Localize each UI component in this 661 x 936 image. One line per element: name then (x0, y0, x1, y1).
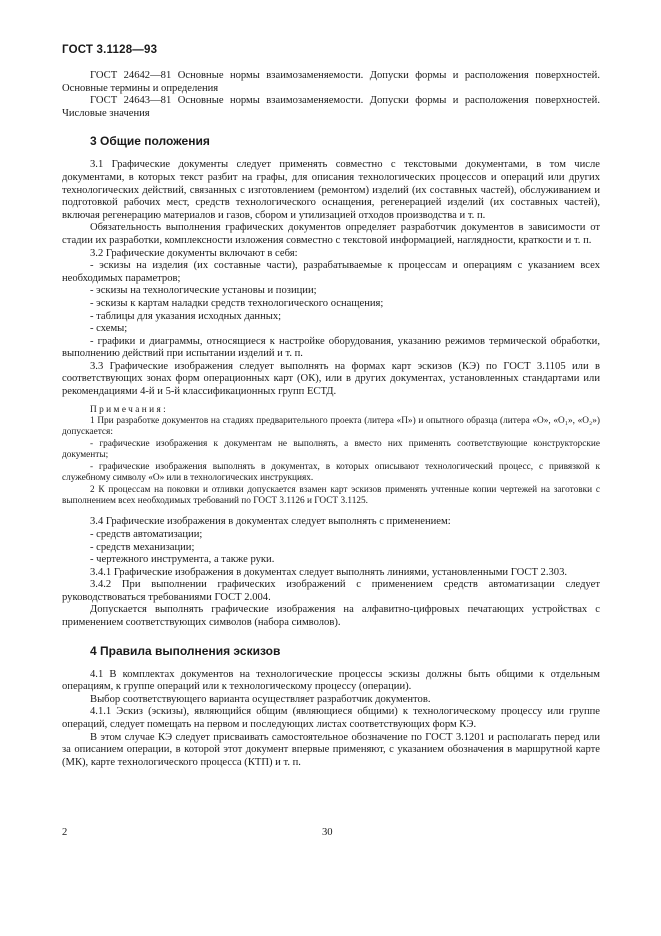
section-4-title: 4 Правила выполнения эскизов (90, 643, 281, 658)
list-item: - графики и диаграммы, относящиеся к настройке оборудования, указанию режимов термической обработки, выполнению действий при испытании изделий и т. п. (62, 335, 600, 360)
list-item: - схемы; (90, 323, 128, 335)
list-item: - эскизы на технологические установы и позиции; (90, 285, 317, 297)
list-item: - таблицы для указания исходных данных; (90, 310, 282, 322)
paragraph-permission: Допускается выполнять графические изображения на алфавитно-цифровых печатающих устройствах с применением соответствующих символов (набора символов). (62, 604, 600, 629)
paragraph-4-1: 4.1 В комплектах документов на технологические процессы эскизы должны быть общими к отдельным операциям, к группе операций или к технологическому процессу (операции). (62, 668, 600, 693)
paragraph-variant-choice: Выбор соответствующего варианта осуществляет разработчик документов. (90, 693, 431, 705)
footer-page-number: 30 (322, 827, 333, 838)
paragraph-4-1-1: 4.1.1 Эскиз (эскизы), являющийся общим (являющиеся общими) к технологическому процессу или группе операций, следует помещать на первом и последующих листах соответствующих форм КЭ. (62, 706, 600, 731)
reference-gost-24643: ГОСТ 24643—81 Основные нормы взаимозаменяемости. Допуски формы и расположения поверхностей. Числовые значения (62, 95, 600, 119)
list-item: - чертежного инструмента, а также руки. (90, 554, 275, 566)
notes-heading: Примечания: (90, 404, 169, 415)
page-header-doc-code: ГОСТ 3.1128—93 (62, 44, 158, 56)
list-item: - средств автоматизации; (90, 528, 203, 540)
note-2: 2 К процессам на поковки и отливки допускается взамен карт эскизов применять учтенные копии чертежей на заготовки с выполнением всех необходимых требований по ГОСТ 3.1126 и ГОСТ 3.1125. (62, 484, 600, 506)
paragraph-3-2: 3.2 Графические документы включают в себя: (90, 247, 298, 259)
paragraph-3-1: 3.1 Графические документы следует применять совместно с текстовыми документами, в том числе документами, в которых текст разбит на графы, для описания технологических процессов и операций или других технологических действий, связанных с изготовлением (ремонтом) изделий (их составных частей), обслуживанием и подготовкой рабочих мест, средств технологического оснащения, регенерацией изделий (их составных частей), включая регенерацию материалов и газов, сбором и утилизацией отходов производства и т. п. (62, 159, 600, 221)
footer-left-number: 2 (62, 827, 68, 838)
list-item: - эскизы к картам наладки средств технологического оснащения; (90, 297, 384, 309)
paragraph-3-4-2: 3.4.2 При выполнении графических изображений с применением средств автоматизации следует руководствоваться требованиями ГОСТ 2.004. (62, 579, 600, 603)
note-1-item: - графические изображения к документам не выполнять, а вместо них применять соответствующие конструкторские документы; (62, 438, 600, 461)
section-3-title: 3 Общие положения (90, 134, 210, 149)
reference-gost-24642: ГОСТ 24642—81 Основные нормы взаимозаменяемости. Допуски формы и расположения поверхностей. Основные термины и определения (62, 70, 600, 94)
paragraph-ke-designation: В этом случае КЭ следует присваивать самостоятельное обозначение по ГОСТ 3.1201 и располагать перед или за описанием операции, в которой этот документ впервые применяют, с указанием обозначения в маршрутной карте (МК), карте технологического процесса (КТП) и т. п. (62, 731, 600, 768)
note-1: 1 При разработке документов на стадиях предварительного проекта (литера «П») и опытного образца (литера «О», «О₁», «О₂») допускается: (62, 416, 600, 438)
paragraph-3-4-1: 3.4.1 Графические изображения в документах следует выполнять линиями, установленными ГОСТ 2.303. (90, 566, 568, 578)
page-body (62, 70, 600, 769)
paragraph-3-3: 3.3 Графические изображения следует выполнять на формах карт эскизов (КЭ) по ГОСТ 3.1105 или в соответствующих зонах форм операционных карт (ОК), или в других документах, установленных стандартами или рекомендациями 4-й и 5-й классификационных групп ЕСТД. (62, 360, 600, 398)
spacer (62, 507, 600, 516)
paragraph-3-4: 3.4 Графические изображения в документах следует выполнять с применением: (90, 516, 451, 528)
note-1-item: - графические изображения выполнять в документах, в которых описывают технологический процесс, с привязкой к служебному символу «О» или в технологических инструкциях. (62, 461, 600, 484)
list-item: - средств механизации; (90, 541, 195, 553)
list-item: - эскизы на изделия (их составные части), разрабатываемые к процессам и операциям с указанием всех необходимых параметров; (62, 260, 600, 284)
paragraph-obligation: Обязательность выполнения графических документов определяет разработчик документов в зависимости от стадии их разработки, комплексности изложения совместно с текстовой информацией, наглядности, краткости и т. п. (62, 222, 600, 246)
